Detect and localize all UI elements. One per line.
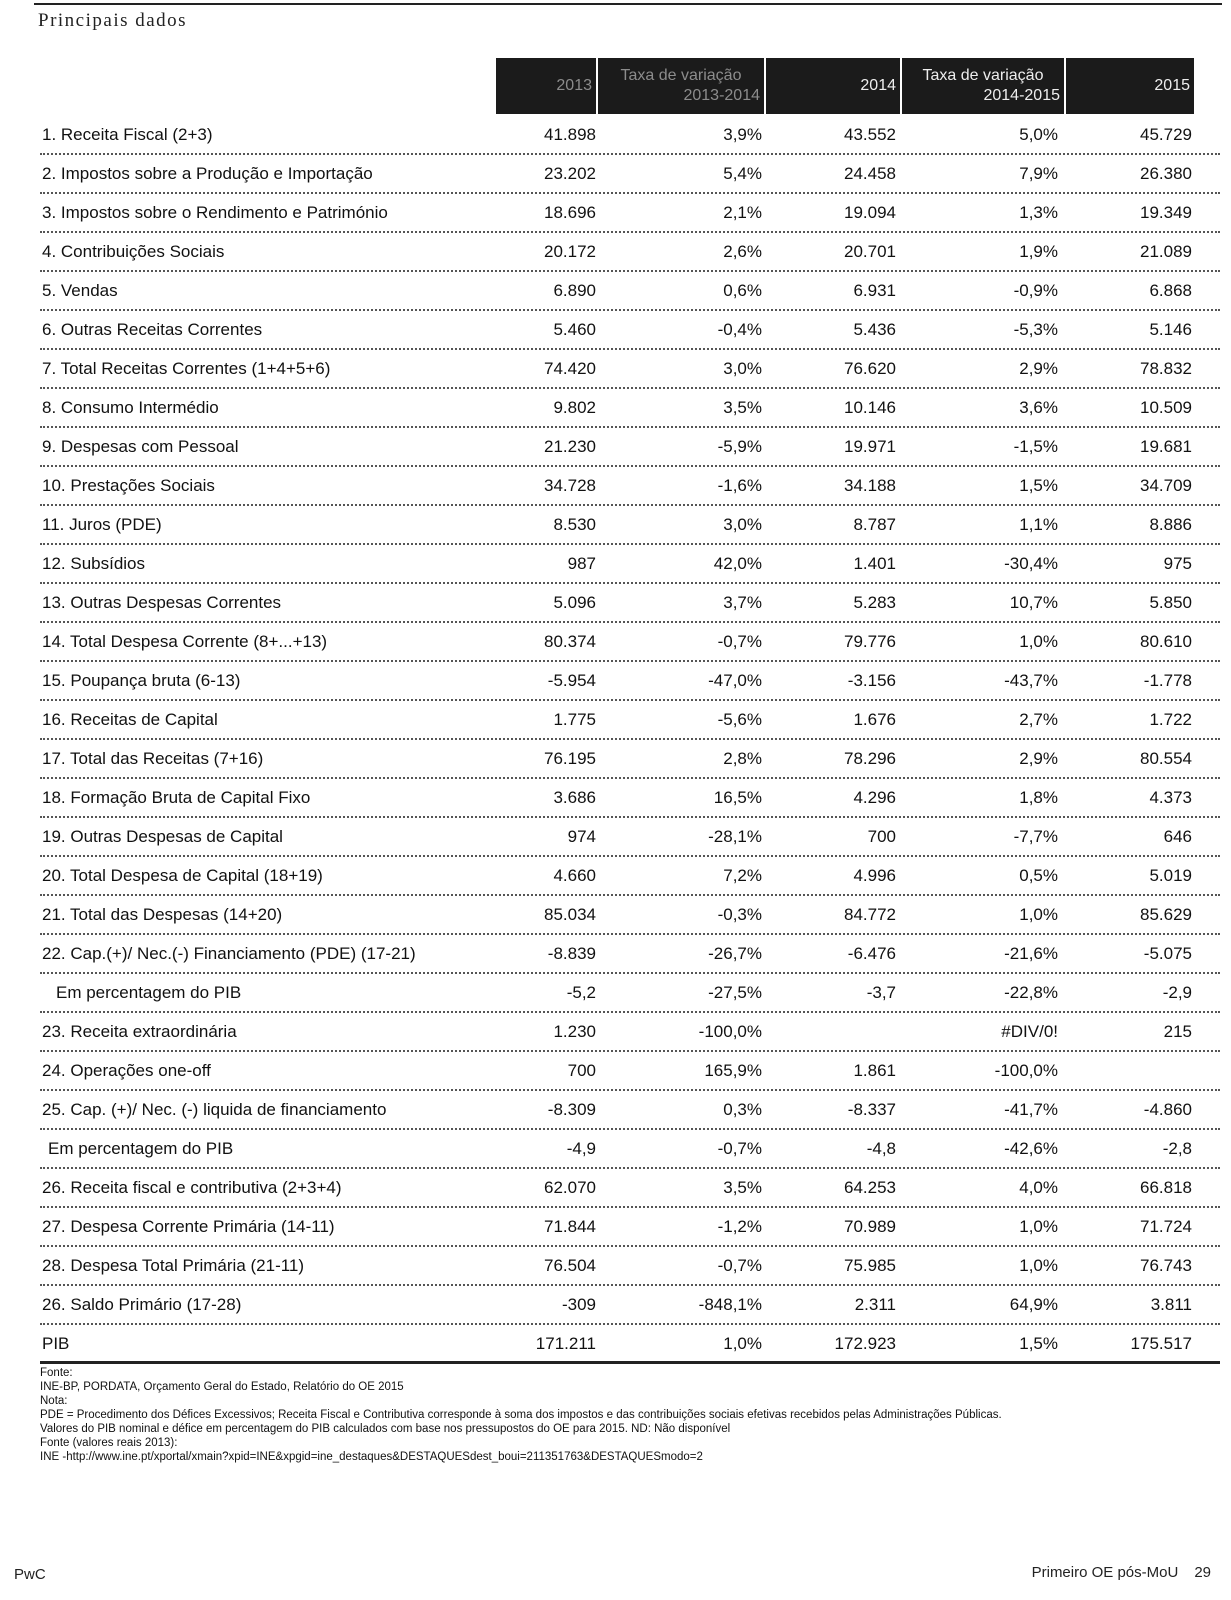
table-row [40,311,1220,350]
table-row [40,272,1220,311]
value-2013: 76.195 [544,749,596,768]
source-notes [40,1366,1002,1464]
value-2015: -4.860 [1143,1100,1192,1119]
table-row [40,350,1220,389]
variation-2013-2014: 7,2% [723,866,762,885]
table-row [40,1247,1220,1286]
value-2015: 26.380 [1140,164,1192,183]
value-2013: 34.728 [544,476,596,495]
variation-2013-2014: 2,6% [723,242,762,261]
value-2014: 64.253 [844,1178,896,1197]
value-2014: 76.620 [844,359,896,378]
variation-2014-2015: 7,9% [1019,164,1058,183]
table-row [40,1169,1220,1208]
header-2015: 2015 [1066,58,1194,114]
value-2013: 8.530 [553,515,596,534]
footer-brand: PwC [14,1566,46,1583]
header-variation-2014-2015 [902,58,1064,114]
header-variation-period: 2014-2015 [983,87,1060,104]
variation-2013-2014: -1,2% [717,1217,762,1236]
value-2015: 215 [1163,1022,1192,1041]
value-2015: 19.681 [1140,437,1192,456]
value-2014: 75.985 [844,1256,896,1275]
value-2014: 10.146 [844,398,896,417]
variation-2013-2014: 3,0% [723,359,762,378]
row-label: 5. Vendas [42,281,118,300]
value-2013: 3.686 [553,788,596,807]
value-2013: 62.070 [544,1178,596,1197]
variation-2014-2015: 3,6% [1019,398,1058,417]
table-row [40,116,1220,155]
row-label: 18. Formação Bruta de Capital Fixo [42,788,311,807]
row-label: 6. Outras Receitas Correntes [42,320,263,339]
value-2013: 171.211 [535,1334,596,1353]
value-2014: 1.401 [853,554,896,573]
variation-2013-2014: -27,5% [708,983,762,1002]
variation-2013-2014: -0,7% [717,1139,762,1158]
variation-2014-2015: -5,3% [1013,320,1058,339]
value-2014: -8.337 [847,1100,896,1119]
row-label: 15. Poupança bruta (6-13) [42,671,241,690]
variation-2014-2015: -0,9% [1013,281,1058,300]
value-2013: -8.839 [547,944,596,963]
variation-2014-2015: 1,5% [1019,1334,1058,1353]
value-2015: 19.349 [1140,203,1192,222]
table-row [40,701,1220,740]
variation-2013-2014: -28,1% [708,827,762,846]
header-2013: 2013 [496,58,596,114]
value-2015: 5.019 [1149,866,1192,885]
value-2014: 1.861 [853,1061,896,1080]
value-2015: 34.709 [1140,476,1192,495]
section-title: Principais dados [38,10,188,31]
variation-2013-2014: 165,9% [704,1061,762,1080]
footer-doc-name: Primeiro OE pós-MoU [1031,1564,1179,1581]
value-2014: 19.094 [844,203,896,222]
value-2014: 5.283 [853,593,896,612]
row-label: 14. Total Despesa Corrente (8+...+13) [42,632,328,651]
variation-2013-2014: -0,3% [717,905,762,924]
row-label: 26. Receita fiscal e contributiva (2+3+4) [42,1178,342,1197]
value-2015: 175.517 [1130,1334,1192,1353]
variation-2013-2014: 3,9% [723,125,762,144]
value-2014: 1.676 [853,710,896,729]
variation-2013-2014: -47,0% [708,671,762,690]
value-2013: 71.844 [544,1217,596,1236]
value-2013: 85.034 [544,905,596,924]
value-2013: 74.420 [544,359,596,378]
value-2015: -5.075 [1143,944,1192,963]
note-line: INE-BP, PORDATA, Orçamento Geral do Estado, Relatório do OE 2015 [40,1381,404,1393]
value-2014: 70.989 [844,1217,896,1236]
variation-2013-2014: 3,5% [723,398,762,417]
table-row [40,1325,1220,1364]
table-row [40,428,1220,467]
value-2015: 3.811 [1150,1295,1192,1314]
header-variation-label: Taxa de variação [922,67,1044,84]
variation-2014-2015: 4,0% [1019,1178,1058,1197]
row-label: 25. Cap. (+)/ Nec. (-) liquida de financiamento [42,1100,387,1119]
value-2013: 5.460 [553,320,596,339]
footer-doc-title [1032,1564,1211,1581]
value-2015: 71.724 [1140,1217,1192,1236]
table-row [40,1208,1220,1247]
page-number: 29 [1194,1564,1211,1581]
value-2013: 18.696 [544,203,596,222]
row-label: 20. Total Despesa de Capital (18+19) [42,866,323,885]
variation-2014-2015: 2,7% [1019,710,1058,729]
value-2013: 76.504 [544,1256,596,1275]
table-row [40,896,1220,935]
value-2015: 76.743 [1140,1256,1192,1275]
value-2014: 2.311 [854,1295,896,1314]
variation-2014-2015: 2,9% [1019,359,1058,378]
value-2014: -3,7 [866,983,896,1002]
value-2015: 5.850 [1149,593,1192,612]
variation-2014-2015: 1,3% [1019,203,1058,222]
row-label: 3. Impostos sobre o Rendimento e Património [42,203,388,222]
variation-2013-2014: 5,4% [723,164,762,183]
variation-2014-2015: 0,5% [1019,866,1058,885]
row-label: 9. Despesas com Pessoal [42,437,239,456]
row-label: 28. Despesa Total Primária (21-11) [42,1256,305,1275]
value-2014: 84.772 [844,905,896,924]
value-2014: 6.931 [853,281,896,300]
value-2015: 66.818 [1140,1178,1192,1197]
value-2014: 4.296 [853,788,896,807]
value-2014: 172.923 [834,1334,896,1353]
variation-2013-2014: -0,4% [717,320,762,339]
row-label: 21. Total das Despesas (14+20) [42,905,283,924]
value-2013: 700 [567,1061,596,1080]
header-2014: 2014 [766,58,900,114]
header-variation-label: Taxa de variação [620,67,742,84]
row-label: 2. Impostos sobre a Produção e Importação [42,164,373,183]
row-label: PIB [42,1334,70,1353]
table-row [40,623,1220,662]
row-label: 22. Cap.(+)/ Nec.(-) Financiamento (PDE) (17-21) [42,944,416,963]
variation-2014-2015: -43,7% [1004,671,1058,690]
value-2013: -5.954 [547,671,596,690]
note-line: Fonte: [40,1367,73,1379]
value-2014: 24.458 [844,164,896,183]
value-2013: -5,2 [566,983,596,1002]
value-2015: 8.886 [1149,515,1192,534]
row-label: 11. Juros (PDE) [42,515,162,534]
table-row [40,779,1220,818]
value-2013: 5.096 [553,593,596,612]
variation-2013-2014: -848,1% [698,1295,762,1314]
row-label: 12. Subsídios [42,554,146,573]
row-label: 4. Contribuições Sociais [42,242,225,261]
value-2015: 80.554 [1140,749,1192,768]
header-variation-period: 2013-2014 [683,87,760,104]
variation-2014-2015: -22,8% [1004,983,1058,1002]
variation-2013-2014: -5,9% [717,437,762,456]
row-label: 23. Receita extraordinária [42,1022,237,1041]
variation-2014-2015: -100,0% [994,1061,1058,1080]
variation-2013-2014: 0,3% [723,1100,762,1119]
value-2015: 80.610 [1140,632,1192,651]
variation-2014-2015: -30,4% [1004,554,1058,573]
table-row [40,155,1220,194]
variation-2013-2014: 3,0% [723,515,762,534]
value-2013: 41.898 [544,125,596,144]
value-2015: 5.146 [1149,320,1192,339]
variation-2014-2015: -7,7% [1013,827,1058,846]
value-2014: -3.156 [847,671,896,690]
value-2015: -2,8 [1162,1139,1192,1158]
value-2015: 45.729 [1140,125,1192,144]
value-2013: -4,9 [566,1139,596,1158]
variation-2013-2014: -0,7% [717,632,762,651]
table-row [40,1091,1220,1130]
note-line: Nota: [40,1395,68,1407]
variation-2014-2015: -21,6% [1004,944,1058,963]
value-2014: 34.188 [844,476,896,495]
table-row [40,935,1220,974]
row-label: Em percentagem do PIB [48,1139,234,1158]
row-label: 16. Receitas de Capital [42,710,218,729]
value-2013: -8.309 [547,1100,596,1119]
row-label: 8. Consumo Intermédio [42,398,219,417]
variation-2013-2014: 3,5% [723,1178,762,1197]
variation-2014-2015: 1,5% [1019,476,1058,495]
value-2013: 1.230 [553,1022,596,1041]
table-header [40,58,1220,114]
row-label: 17. Total das Receitas (7+16) [42,749,264,768]
table-row [40,1013,1220,1052]
value-2015: 21.089 [1140,242,1192,261]
header-variation-2013-2014 [598,58,764,114]
top-rule [34,3,1222,5]
table-row [40,389,1220,428]
value-2013: 80.374 [544,632,596,651]
value-2015: 975 [1163,554,1192,573]
variation-2013-2014: 3,7% [723,593,762,612]
row-label: Em percentagem do PIB [56,983,242,1002]
value-2014: -6.476 [847,944,896,963]
note-line: PDE = Procedimento dos Défices Excessivos; Receita Fiscal e Contributiva corresponde à soma dos impostos e das contribuições sociais efetivas recebidos pelas Administrações Públicas. [40,1409,1002,1421]
table-row [40,1130,1220,1169]
table-row [40,818,1220,857]
variation-2014-2015: 1,1% [1019,515,1058,534]
row-label: 27. Despesa Corrente Primária (14-11) [42,1217,335,1236]
value-2014: 5.436 [853,320,896,339]
table-row [40,662,1220,701]
value-2015: 1.722 [1149,710,1192,729]
value-2013: 6.890 [553,281,596,300]
value-2015: 85.629 [1140,905,1192,924]
value-2014: 78.296 [844,749,896,768]
note-line: INE -http://www.ine.pt/xportal/xmain?xpid=INE&xpgid=ine_destaques&DESTAQUESdest_boui=211351763&DESTAQUESmodo=2 [40,1451,703,1463]
variation-2013-2014: 42,0% [713,554,762,573]
row-label: 24. Operações one-off [42,1061,211,1080]
variation-2014-2015: 1,9% [1019,242,1058,261]
variation-2013-2014: -0,7% [717,1256,762,1275]
variation-2014-2015: 1,0% [1019,905,1058,924]
value-2014: 700 [867,827,896,846]
value-2013: 974 [567,827,596,846]
value-2015: -2,9 [1162,983,1192,1002]
row-label: 10. Prestações Sociais [42,476,215,495]
variation-2014-2015: 64,9% [1009,1295,1058,1314]
value-2013: 21.230 [544,437,596,456]
value-2013: 1.775 [553,710,596,729]
value-2014: 20.701 [844,242,896,261]
value-2015: 4.373 [1149,788,1192,807]
variation-2014-2015: 2,9% [1019,749,1058,768]
value-2014: 4.996 [853,866,896,885]
variation-2013-2014: 16,5% [713,788,762,807]
table-row [40,584,1220,623]
table-row [40,194,1220,233]
table-row [40,545,1220,584]
variation-2013-2014: 2,8% [723,749,762,768]
variation-2013-2014: -5,6% [717,710,762,729]
table-row [40,1286,1220,1325]
variation-2014-2015: 1,0% [1019,1256,1058,1275]
note-line: Fonte (valores reais 2013): [40,1437,178,1449]
data-table [40,116,1220,1364]
table-row [40,506,1220,545]
value-2013: -309 [561,1295,596,1314]
variation-2014-2015: #DIV/0! [1001,1022,1058,1041]
value-2014: 8.787 [853,515,896,534]
variation-2013-2014: 1,0% [723,1334,762,1353]
note-line: Valores do PIB nominal e défice em percentagem do PIB calculados com base nos pressupostos do OE para 2015. ND: Não disponível [40,1423,731,1435]
table-row [40,467,1220,506]
table-row [40,740,1220,779]
variation-2013-2014: -100,0% [698,1022,762,1041]
variation-2013-2014: 2,1% [723,203,762,222]
value-2015: -1.778 [1143,671,1192,690]
variation-2014-2015: -41,7% [1004,1100,1058,1119]
variation-2014-2015: -1,5% [1013,437,1058,456]
value-2013: 20.172 [544,242,596,261]
variation-2013-2014: 0,6% [723,281,762,300]
value-2014: 79.776 [844,632,896,651]
value-2014: -4,8 [866,1139,896,1158]
row-label: 19. Outras Despesas de Capital [42,827,283,846]
variation-2014-2015: -42,6% [1004,1139,1058,1158]
value-2015: 6.868 [1149,281,1192,300]
table-row [40,974,1220,1013]
value-2015: 646 [1163,827,1192,846]
table-row [40,233,1220,272]
value-2013: 4.660 [553,866,596,885]
value-2014: 43.552 [844,125,896,144]
value-2015: 10.509 [1140,398,1192,417]
row-label: 26. Saldo Primário (17-28) [42,1295,242,1314]
value-2013: 23.202 [544,164,596,183]
row-label: 1. Receita Fiscal (2+3) [42,125,213,144]
variation-2014-2015: 1,8% [1019,788,1058,807]
table-row [40,1052,1220,1091]
row-label: 7. Total Receitas Correntes (1+4+5+6) [42,359,331,378]
variation-2014-2015: 1,0% [1019,1217,1058,1236]
row-label: 13. Outras Despesas Correntes [42,593,282,612]
value-2013: 9.802 [553,398,596,417]
value-2015: 78.832 [1140,359,1192,378]
value-2013: 987 [567,554,596,573]
table-row [40,857,1220,896]
value-2014: 19.971 [844,437,896,456]
variation-2013-2014: -26,7% [708,944,762,963]
variation-2014-2015: 5,0% [1019,125,1058,144]
variation-2014-2015: 1,0% [1019,632,1058,651]
variation-2013-2014: -1,6% [717,476,762,495]
variation-2014-2015: 10,7% [1009,593,1058,612]
